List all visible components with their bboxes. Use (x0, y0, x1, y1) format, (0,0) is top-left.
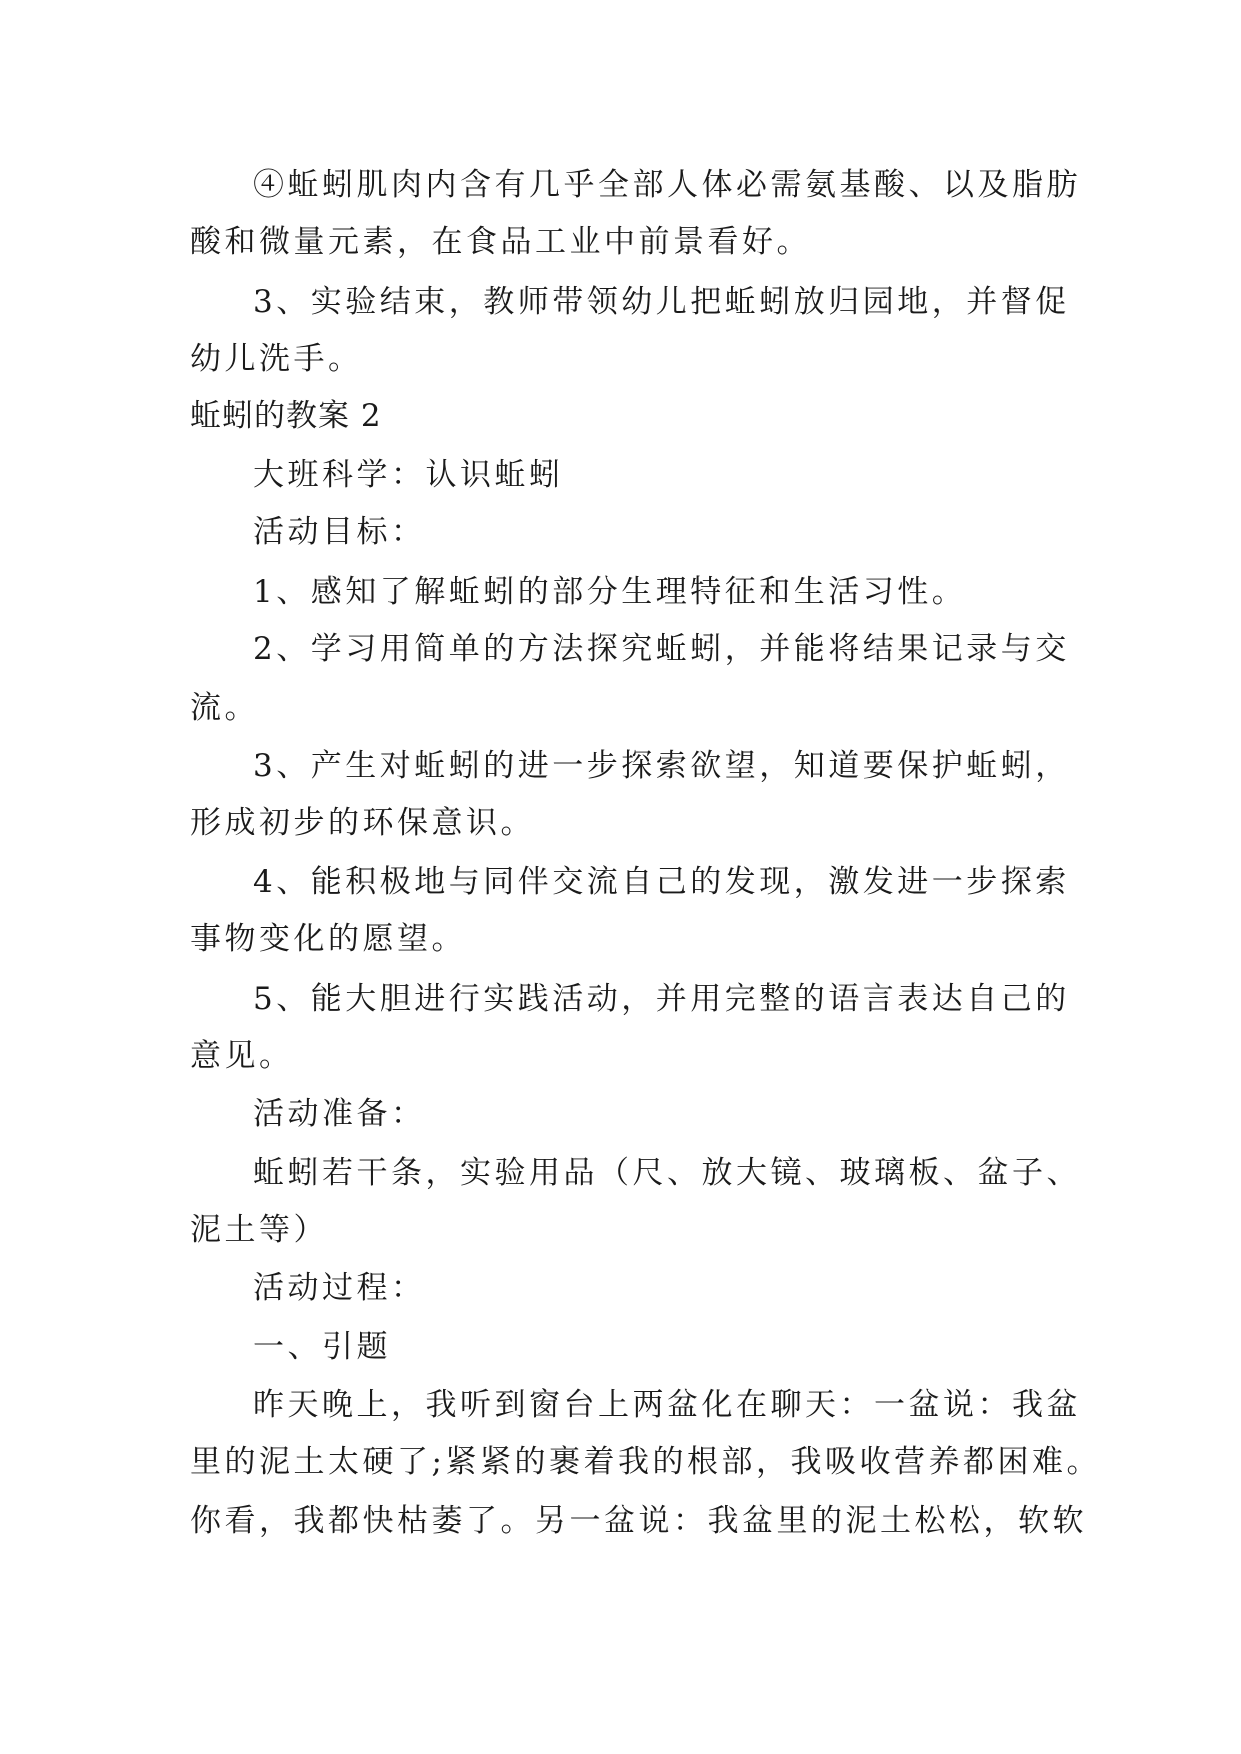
paragraph-line: ④蚯蚓肌肉内含有几乎全部人体必需氨基酸、以及脂肪 (253, 167, 1081, 203)
paragraph-line: 里的泥土太硬了;紧紧的裹着我的根部，我吸收营养都困难。 (190, 1444, 1101, 1480)
paragraph-line: 5、能大胆进行实践活动，并用完整的语言表达自己的 (253, 981, 1070, 1017)
paragraph-line: 泥土等） (190, 1212, 328, 1248)
paragraph-line: 幼儿洗手。 (190, 341, 363, 377)
paragraph-line: 活动过程： (253, 1270, 426, 1306)
paragraph-line: 事物变化的愿望。 (190, 921, 466, 957)
paragraph-line: 意见。 (190, 1038, 294, 1074)
paragraph-line: 流。 (190, 690, 259, 726)
paragraph-line: 昨天晚上，我听到窗台上两盆化在聊天：一盆说：我盆 (253, 1387, 1081, 1423)
paragraph-line: 一、引题 (253, 1329, 391, 1365)
paragraph-line: 活动准备： (253, 1096, 426, 1132)
paragraph-line: 大班科学：认识蚯蚓 (253, 457, 564, 493)
paragraph-line: 活动目标： (253, 514, 426, 550)
paragraph-line: 4、能积极地与同伴交流自己的发现，激发进一步探索 (253, 864, 1070, 900)
paragraph-line: 2、学习用简单的方法探究蚯蚓，并能将结果记录与交 (253, 631, 1070, 667)
paragraph-line: 3、产生对蚯蚓的进一步探索欲望，知道要保护蚯蚓， (253, 748, 1070, 784)
section-heading: 蚯蚓的教案 2 (190, 398, 382, 434)
paragraph-line: 酸和微量元素，在食品工业中前景看好。 (190, 224, 811, 260)
paragraph-line: 3、实验结束，教师带领幼儿把蚯蚓放归园地，并督促 (253, 284, 1070, 320)
paragraph-line: 1、感知了解蚯蚓的部分生理特征和生活习性。 (253, 574, 967, 610)
paragraph-line: 形成初步的环保意识。 (190, 805, 535, 841)
paragraph-line: 蚯蚓若干条，实验用品（尺、放大镜、玻璃板、盆子、 (253, 1155, 1081, 1191)
paragraph-line: 你看，我都快枯萎了。另一盆说：我盆里的泥土松松，软软 (190, 1503, 1087, 1539)
